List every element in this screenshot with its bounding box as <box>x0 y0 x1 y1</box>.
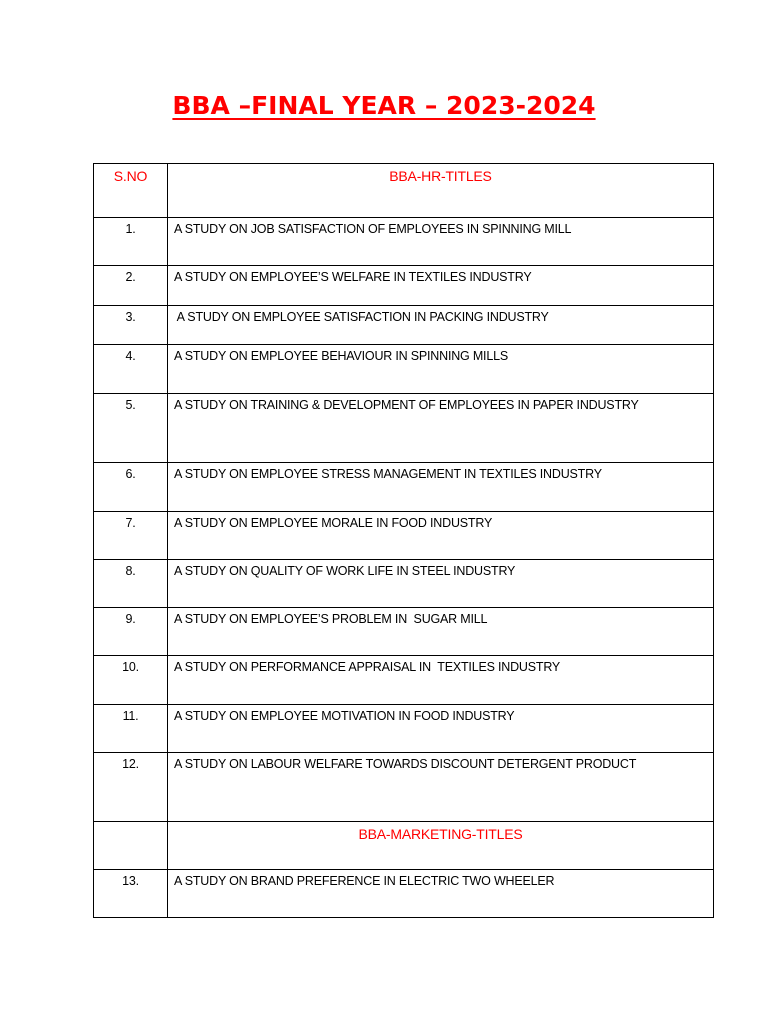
table-row <box>94 560 714 608</box>
row-number: 13. <box>122 874 139 888</box>
row-title: A STUDY ON EMPLOYEE’S WELFARE IN TEXTILES INDUSTRY <box>174 270 532 284</box>
row-number-cell <box>94 870 168 918</box>
table-row <box>94 463 714 512</box>
row-number-cell <box>94 560 168 608</box>
row-number-cell <box>94 608 168 656</box>
row-number-cell <box>94 463 168 512</box>
row-title-cell <box>168 218 714 266</box>
sno-column-header <box>94 164 168 218</box>
row-number: 9. <box>125 612 136 626</box>
table-row <box>94 753 714 822</box>
table-row <box>94 266 714 306</box>
row-number: 8. <box>125 564 136 578</box>
row-number: 5. <box>125 398 136 412</box>
titles-table <box>93 163 714 918</box>
row-number-cell <box>94 753 168 822</box>
row-number-cell <box>94 394 168 463</box>
row-title-cell <box>168 705 714 753</box>
row-title-cell <box>168 306 714 345</box>
empty-cell <box>94 822 168 870</box>
row-number: 3. <box>125 310 136 324</box>
table-row <box>94 608 714 656</box>
table-header-row <box>94 164 714 218</box>
table-row <box>94 394 714 463</box>
row-number-cell <box>94 266 168 306</box>
row-title: A STUDY ON TRAINING & DEVELOPMENT OF EMPLOYEES IN PAPER INDUSTRY <box>174 398 639 412</box>
row-number: 10. <box>122 660 139 674</box>
row-number: 1. <box>125 222 136 236</box>
row-title: A STUDY ON LABOUR WELFARE TOWARDS DISCOUNT DETERGENT PRODUCT <box>174 757 637 771</box>
row-title-cell <box>168 608 714 656</box>
row-title-cell <box>168 870 714 918</box>
table-row <box>94 705 714 753</box>
row-title-cell <box>168 512 714 560</box>
row-title: A STUDY ON EMPLOYEE’S PROBLEM IN SUGAR MILL <box>174 612 488 626</box>
marketing-titles-section-label: BBA-MARKETING-TITLES <box>358 826 523 842</box>
row-title-cell <box>168 463 714 512</box>
row-number: 11. <box>122 709 139 723</box>
row-number: 6. <box>125 467 136 481</box>
table-row <box>94 218 714 266</box>
row-number: 7. <box>125 516 136 530</box>
row-title: A STUDY ON PERFORMANCE APPRAISAL IN TEXTILES INDUSTRY <box>174 660 561 674</box>
table-row <box>94 512 714 560</box>
page-title-text: BBA –FINAL YEAR – 2023-2024 <box>172 91 596 120</box>
row-number: 2. <box>125 270 136 284</box>
row-title: A STUDY ON EMPLOYEE SATISFACTION IN PACKING INDUSTRY <box>174 310 549 324</box>
row-title: A STUDY ON EMPLOYEE BEHAVIOUR IN SPINNING MILLS <box>174 349 508 363</box>
row-number-cell <box>94 705 168 753</box>
row-number: 12. <box>122 757 139 771</box>
row-title-cell <box>168 345 714 394</box>
row-title: A STUDY ON EMPLOYEE STRESS MANAGEMENT IN TEXTILES INDUSTRY <box>174 467 602 481</box>
row-number-cell <box>94 345 168 394</box>
page-title <box>0 88 768 124</box>
row-title-cell <box>168 753 714 822</box>
row-number-cell <box>94 218 168 266</box>
row-number-cell <box>94 306 168 345</box>
row-title-cell <box>168 394 714 463</box>
marketing-section-header-row <box>94 822 714 870</box>
row-title: A STUDY ON EMPLOYEE MORALE IN FOOD INDUSTRY <box>174 516 493 530</box>
row-number-cell <box>94 656 168 705</box>
row-title-cell <box>168 266 714 306</box>
hr-titles-section-header <box>168 164 714 218</box>
table-row <box>94 656 714 705</box>
row-title-cell <box>168 656 714 705</box>
sno-column-header-label: S.NO <box>113 168 148 184</box>
row-title-cell <box>168 560 714 608</box>
row-number-cell <box>94 512 168 560</box>
row-title: A STUDY ON EMPLOYEE MOTIVATION IN FOOD INDUSTRY <box>174 709 515 723</box>
row-title: A STUDY ON QUALITY OF WORK LIFE IN STEEL INDUSTRY <box>174 564 516 578</box>
table-row <box>94 306 714 345</box>
row-title: A STUDY ON JOB SATISFACTION OF EMPLOYEES IN SPINNING MILL <box>174 222 572 236</box>
table-row <box>94 870 714 918</box>
row-number: 4. <box>125 349 136 363</box>
table-row <box>94 345 714 394</box>
row-title: A STUDY ON BRAND PREFERENCE IN ELECTRIC TWO WHEELER <box>174 874 555 888</box>
hr-titles-section-label: BBA-HR-TITLES <box>389 168 492 184</box>
marketing-titles-section-header <box>168 822 714 870</box>
